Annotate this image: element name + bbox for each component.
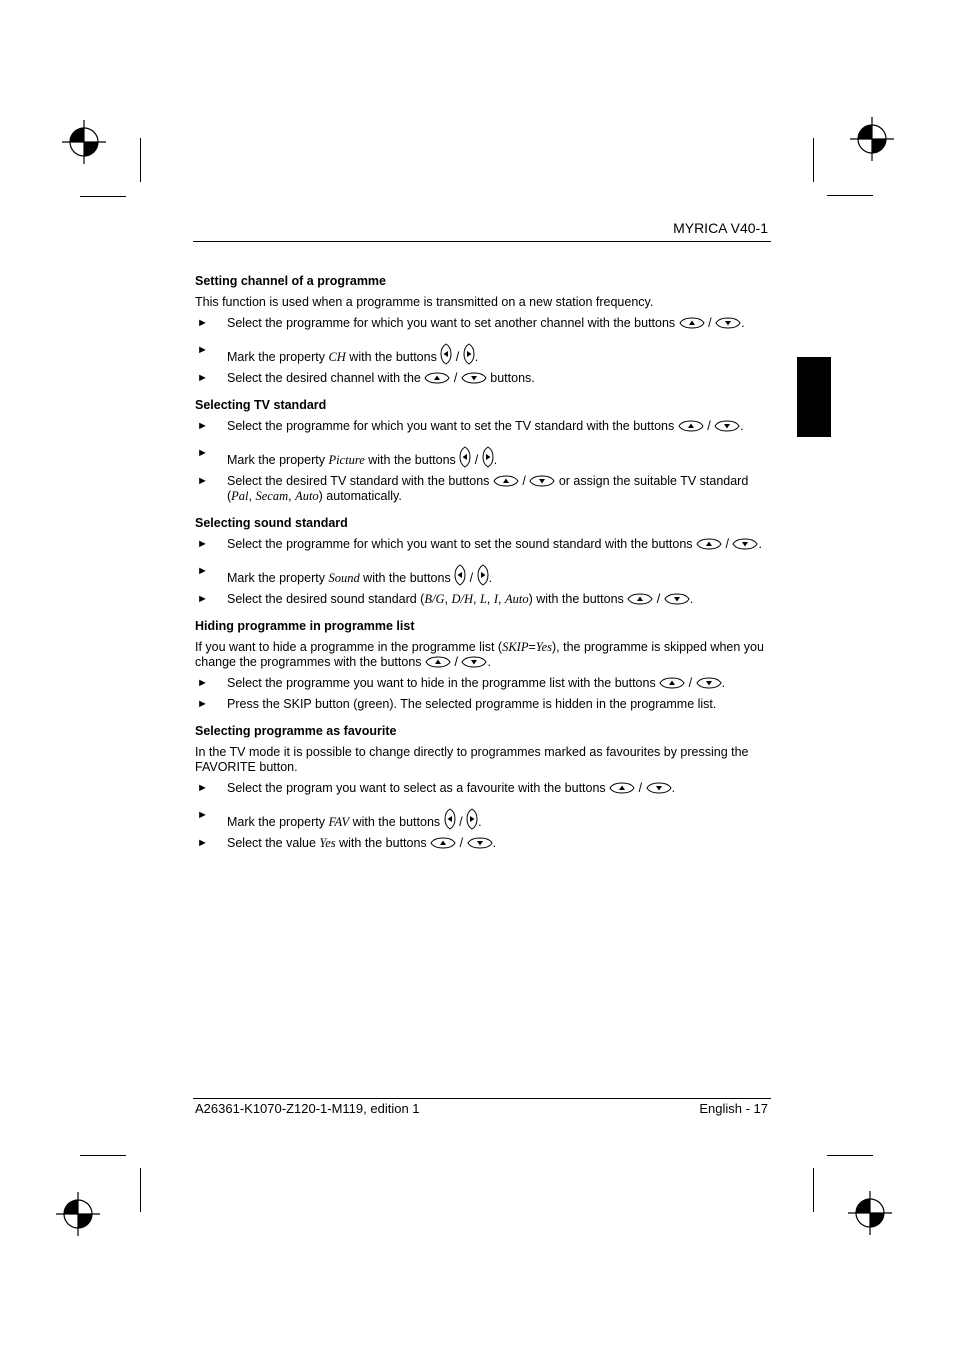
bullet-pointer-icon: ► [197,538,208,550]
section-hiding-programme [195,619,770,712]
down-arrow-button-icon [664,593,690,605]
down-arrow-button-icon [732,538,758,550]
right-arrow-button-icon [477,564,489,586]
up-arrow-button-icon [627,593,653,605]
list-item: ► Select the desired sound standard (B/G, D/H, L, I, Auto) with the buttons / . [197,592,694,606]
registration-mark-top-left-icon [62,120,106,164]
list-item: ► Select the program you want to select as a favourite with the buttons / . [197,781,676,795]
left-arrow-button-icon [440,343,452,365]
down-arrow-button-icon [646,782,672,794]
section-heading: Hiding programme in programme list [195,619,415,633]
bullet-pointer-icon: ► [197,372,208,384]
section-heading: Selecting TV standard [195,398,327,412]
down-arrow-button-icon [461,656,487,668]
down-arrow-button-icon [715,317,741,329]
up-arrow-button-icon [678,420,704,432]
bullet-pointer-icon: ► [197,782,208,794]
crop-line [140,138,141,182]
bullet-pointer-icon: ► [197,698,208,710]
header-rule [193,241,771,242]
crop-line [827,195,873,196]
bullet-pointer-icon: ► [197,447,208,459]
down-arrow-button-icon [696,677,722,689]
up-arrow-button-icon [679,317,705,329]
up-arrow-button-icon [609,782,635,794]
list-item: ► Select the programme you want to hide in the programme list with the buttons / . [197,676,726,690]
bullet-pointer-icon: ► [197,677,208,689]
list-item: ► Select the desired TV standard with the buttons / or assign the suitable TV standard (Pal, Secam, Auto) automatically. [197,474,749,503]
page-content [195,274,770,863]
bullet-pointer-icon: ► [197,317,208,329]
up-arrow-button-icon [424,372,450,384]
list-item: ► Select the programme for which you want to set another channel with the buttons / . [197,316,745,330]
bullet-pointer-icon: ► [197,565,208,577]
section-sound-standard [195,516,770,607]
left-arrow-button-icon [459,446,471,468]
down-arrow-button-icon [467,837,493,849]
crop-line [813,1168,814,1212]
chapter-tab-marker [797,357,831,437]
down-arrow-button-icon [461,372,487,384]
list-item: ► Select the programme for which you want to set the sound standard with the buttons / . [197,537,762,551]
page-header-title: MYRICA V40-1 [673,220,768,236]
section-setting-channel [195,274,770,386]
list-item: ► Select the programme for which you want to set the TV standard with the buttons / . [197,419,744,433]
up-arrow-button-icon [425,656,451,668]
section-tv-standard [195,398,770,504]
section-heading: Setting channel of a programme [195,274,387,288]
up-arrow-button-icon [696,538,722,550]
crop-line [80,1155,126,1156]
list-item: ► Mark the property Picture with the buttons / . [197,447,498,467]
list-item: ► Press the SKIP button (green). The selected programme is hidden in the programme list. [197,697,717,711]
bullet-pointer-icon: ► [197,420,208,432]
bullet-pointer-icon: ► [197,593,208,605]
bullet-pointer-icon: ► [197,475,208,487]
list-item: ► Select the desired channel with the / buttons. [197,371,535,385]
bullet-pointer-icon: ► [197,809,208,821]
bullet-pointer-icon: ► [197,837,208,849]
section-heading: Selecting programme as favourite [195,724,397,738]
registration-mark-bottom-right-icon [848,1191,892,1235]
up-arrow-button-icon [659,677,685,689]
crop-line [813,138,814,182]
section-intro: In the TV mode it is possible to change directly to programmes marked as favourites by pressing the FAVORITE button. [195,745,749,774]
registration-mark-bottom-left-icon [56,1192,100,1236]
left-arrow-button-icon [454,564,466,586]
bullet-pointer-icon: ► [197,344,208,356]
right-arrow-button-icon [466,808,478,830]
list-item: ► Select the value Yes with the buttons / . [197,836,497,850]
up-arrow-button-icon [430,837,456,849]
right-arrow-button-icon [482,446,494,468]
right-arrow-button-icon [463,343,475,365]
footer-rule [193,1098,771,1099]
crop-line [827,1155,873,1156]
crop-line [80,196,126,197]
list-item: ► Mark the property CH with the buttons / . [197,344,479,364]
section-favourite [195,724,770,851]
section-intro: This function is used when a programme is transmitted on a new station frequency. [195,295,654,309]
list-item: ► Mark the property FAV with the buttons / . [197,809,482,829]
down-arrow-button-icon [714,420,740,432]
down-arrow-button-icon [529,475,555,487]
registration-mark-top-right-icon [850,117,894,161]
list-item: ► Mark the property Sound with the buttons / . [197,565,493,585]
up-arrow-button-icon [493,475,519,487]
section-intro: If you want to hide a programme in the programme list (SKIP=Yes), the programme is skipped when you change the programmes with the buttons / . [195,640,764,669]
footer-page-number: English - 17 [699,1101,768,1116]
left-arrow-button-icon [444,808,456,830]
crop-line [140,1168,141,1212]
section-heading: Selecting sound standard [195,516,348,530]
footer-doc-id: A26361-K1070-Z120-1-M119, edition 1 [195,1101,420,1116]
